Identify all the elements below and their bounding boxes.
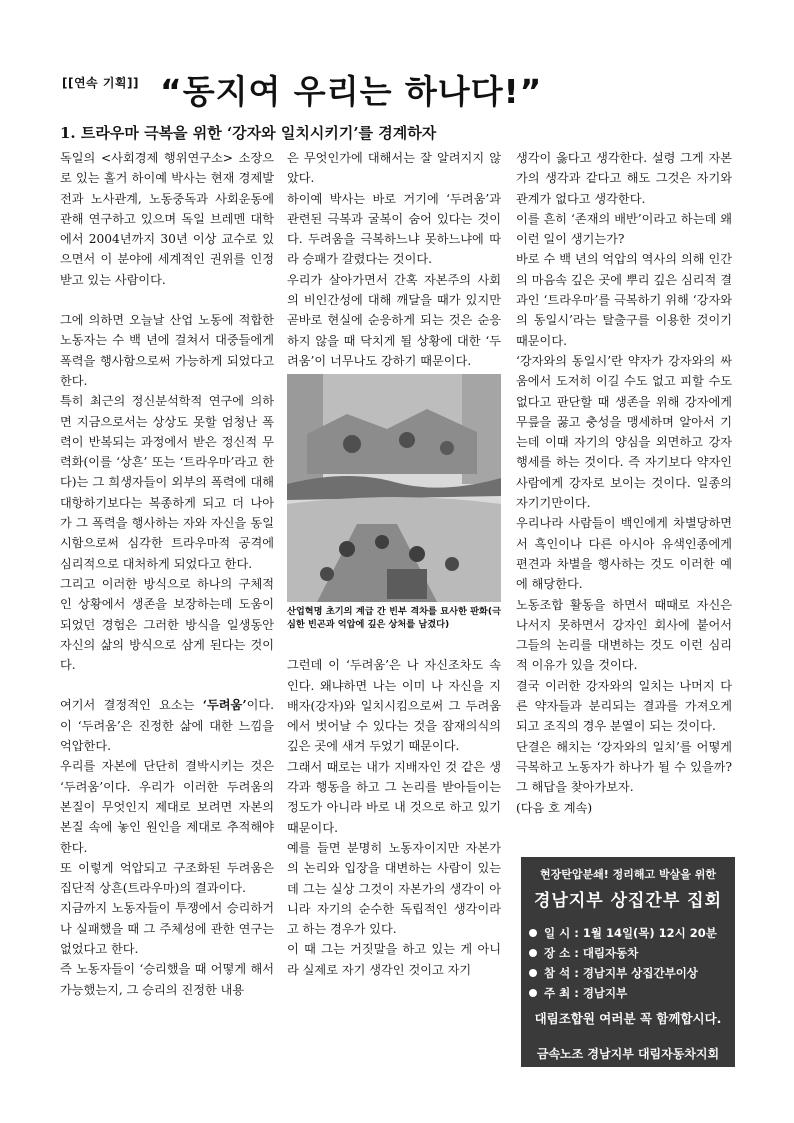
paragraph: ‘강자와의 동일시’란 약자가 강자와의 싸움에서 도저히 이길 수도 없고 피할 수도 없다고 판단할 때 생존을 위해 강자에게 무릎을 꿇고 충성을 맹세하며 알아서 기는데 이때 자기의 양심을 외면하고 강자행세를 하는 것이다. 즉 자기보다 약자인 사람에게 강자로 보이는 것이다. 일종의 자기기만이다.	[516, 353, 732, 511]
column-3	[516, 148, 732, 818]
notice-title: 경남지부 상집간부 집회	[533, 891, 723, 911]
paragraph: 우리나라 사람들이 백인에게 차별당하면서 흑인이나 다른 아시아 유색인종에게 편견과 차별을 행사하는 것도 이러한 예에 해당한다.	[516, 516, 732, 592]
detail-host: 주 최 : 경남지부	[529, 983, 727, 1003]
paragraph: 우리를 자본에 단단히 결박시키는 것은 ‘두려움’이다. 우리가 이러한 두려움의 본질이 무엇인지 제대로 보려면 자본의 본질 속에 놓인 원인을 제대로 추적해야 한다.	[60, 759, 274, 855]
paragraph	[60, 695, 274, 756]
continued-note: (다음 호 계속)	[516, 800, 593, 815]
column-2	[287, 148, 501, 980]
rally-notice-box	[521, 857, 735, 1067]
bullet-icon	[529, 949, 537, 957]
paragraph: 이를 흔히 ‘존재의 배반’이라고 하는데 왜 이런 일이 생기는가?	[516, 211, 732, 247]
bullet-icon	[529, 929, 537, 937]
detail-place: 장 소 : 대림자동차	[529, 943, 727, 963]
paragraph: 지금까지 노동자들이 투쟁에서 승리하거나 실패했을 때 그 주체성에 관한 연구는 없었다고 한다.	[60, 901, 274, 956]
column-1	[60, 148, 274, 1000]
paragraph: 결국 이러한 강자와의 일치는 나머지 다른 약자들과 분리되는 결과를 가져오게 되고 조직의 경우 분열이 되는 것이다.	[516, 678, 732, 734]
article-subtitle: 1. 트라우마 극복을 위한 ‘강자와 일치시키기’를 경계하자	[60, 124, 437, 142]
text-run: 여기서 결정적인 요소는	[60, 698, 203, 713]
text-run: 이다. 이 ‘두려움’은 진정한 삶에 대한 느낌을 억압한다.	[60, 698, 274, 754]
paragraph: 단결은 해치는 ‘강자와의 일치’를 어떻게 극복하고 노동자가 하나가 될 수 있을까? 그 해답을 찾아가보자.	[516, 739, 732, 795]
engraving-illustration	[287, 374, 501, 602]
notice-headline: 현장탄압분쇄! 정리해고 박살을 위한	[540, 868, 716, 881]
paragraph: 바로 수 백 년의 억압의 역사의 의해 인간의 마음속 깊은 곳에 뿌리 깊은 심리적 결과인 ‘트라우마’를 극복하기 위해 ‘강자와의 동일시’라는 탈출구를 이용한 것이기 때문이다.	[516, 252, 732, 348]
paragraph: 즉 노동자들이 ‘승리했을 때 어떻게 해서 가능했는지, 그 승리의 진정한 내용	[60, 962, 274, 997]
paragraph: 생각이 옳다고 생각한다. 설령 그게 자본가의 생각과 같다고 해도 그것은 자기와 관계가 없다고 생각한다.	[516, 151, 732, 206]
emphasis: ‘두려움’	[202, 698, 247, 713]
notice-call: 대림조합원 여러분 꼭 함께합시다.	[534, 1011, 722, 1026]
paragraph: 그에 의하면 오늘날 산업 노동에 적합한 노동자는 수 백 년에 걸쳐서 대중들에게 폭력을 행사함으로써 가능하게 되었다고 한다.	[60, 313, 274, 388]
paragraph: 그런데 이 ‘두려움’은 나 자신조차도 속인다. 왜냐하면 나는 이미 나 자신을 지배자(강자)와 일치시킴으로써 그 두려움에서 벗어날 수 있다는 것을 잠재의식의 깊은 곳에 새겨 두었기 때문이다.	[287, 658, 501, 754]
paragraph: 하이예 박사는 바로 거기에 ‘두려움’과 관련된 극복과 굴복이 숨어 있다는 것이다. 두려움을 극복하느냐 못하느냐에 따라 승패가 갈렸다는 것이다.	[287, 191, 501, 267]
paragraph: 은 무엇인가에 대해서는 잘 알려지지 않았다.	[287, 151, 501, 186]
bullet-icon	[529, 989, 537, 997]
headline: “동지여 우리는 하나다!”	[160, 72, 543, 111]
series-tag: [[연속 기획]]	[62, 76, 139, 90]
bullet-icon	[529, 969, 537, 977]
image-caption: 산업혁명 초기의 계급 간 빈부 격차를 묘사한 판화(극심한 빈곤과 억압에 깊은 상처를 남겼다)	[287, 606, 501, 630]
notice-footer: 금속노조 경남지부 대림자동차지회	[536, 1047, 720, 1061]
paragraph: 우리가 살아가면서 간혹 자본주의 사회의 비인간성에 대해 깨달을 때가 있지만 곧바로 현실에 순응하게 되는 것은 순응하지 않을 때 닥치게 될 상황에 대한 ‘두려움’이 너무나도 강하기 때문이다.	[287, 272, 501, 368]
paragraph: 그래서 때로는 내가 지배자인 것 같은 생각과 행동을 하고 그 논리를 받아들이는 정도가 아니라 바로 내 것으로 하고 있기 때문이다.	[287, 759, 501, 835]
detail-attendees: 참 석 : 경남지부 상집간부이상	[529, 963, 727, 983]
detail-date: 일 시 : 1월 14일(목) 12시 20분	[529, 923, 727, 943]
paragraph: 그리고 이러한 방식으로 하나의 구체적인 상황에서 생존을 보장하는데 도움이 되었던 경험은 그러한 방식을 일생동안 자신의 삶의 방식으로 삼게 된다는 것이다.	[60, 576, 274, 673]
paragraph: 특히 최근의 정신분석학적 연구에 의하면 지금으로서는 상상도 못할 엄청난 폭력이 반복되는 과정에서 받은 정신적 무력화(이를 ‘상흔’ 또는 ‘트라우마’라고 한다)는 그 희생자들이 외부의 폭력에 대해 대항하기보다는 복종하게 되고 더 나아가 그 폭력을 행사하는 자와 자신을 동일시함으로써 심각한 트라우마적 공격에 심리적으로 대처하게 되었다고 한다.	[60, 394, 274, 571]
paragraph: 이 때 그는 거짓말을 하고 있는 게 아니라 실제로 자기 생각인 것이고 자기	[287, 942, 501, 977]
paragraph: 독일의 <사회경제 행위연구소> 소장으로 있는 홀거 하이예 박사는 현재 경제발전과 노사관계, 노동중독과 사회운동에 관해 연구하고 있으며 독일 브레멘 대학에서 2004년까지 30년 이상 교수로 있으면서 이 분야에 세계적인 권위를 인정받고 있는 사람이다.	[60, 151, 274, 287]
paragraph: 예를 들면 분명히 노동자이지만 자본가의 논리와 입장을 대변하는 사람이 있는데 그는 실상 그것이 자본가의 생각이 아니라 자기의 순수한 독립적인 생각이라고 하는 경우가 있다.	[287, 840, 501, 937]
notice-details	[529, 923, 727, 1003]
paragraph: 또 이렇게 억압되고 구조화된 두려움은 집단적 상흔(트라우마)의 결과이다.	[60, 860, 274, 896]
paragraph: 노동조합 활동을 하면서 때때로 자신은 나서지 못하면서 강자인 회사에 붙어서 그들의 논리를 대변하는 것도 이런 심리적 이유가 있을 것이다.	[516, 597, 732, 673]
